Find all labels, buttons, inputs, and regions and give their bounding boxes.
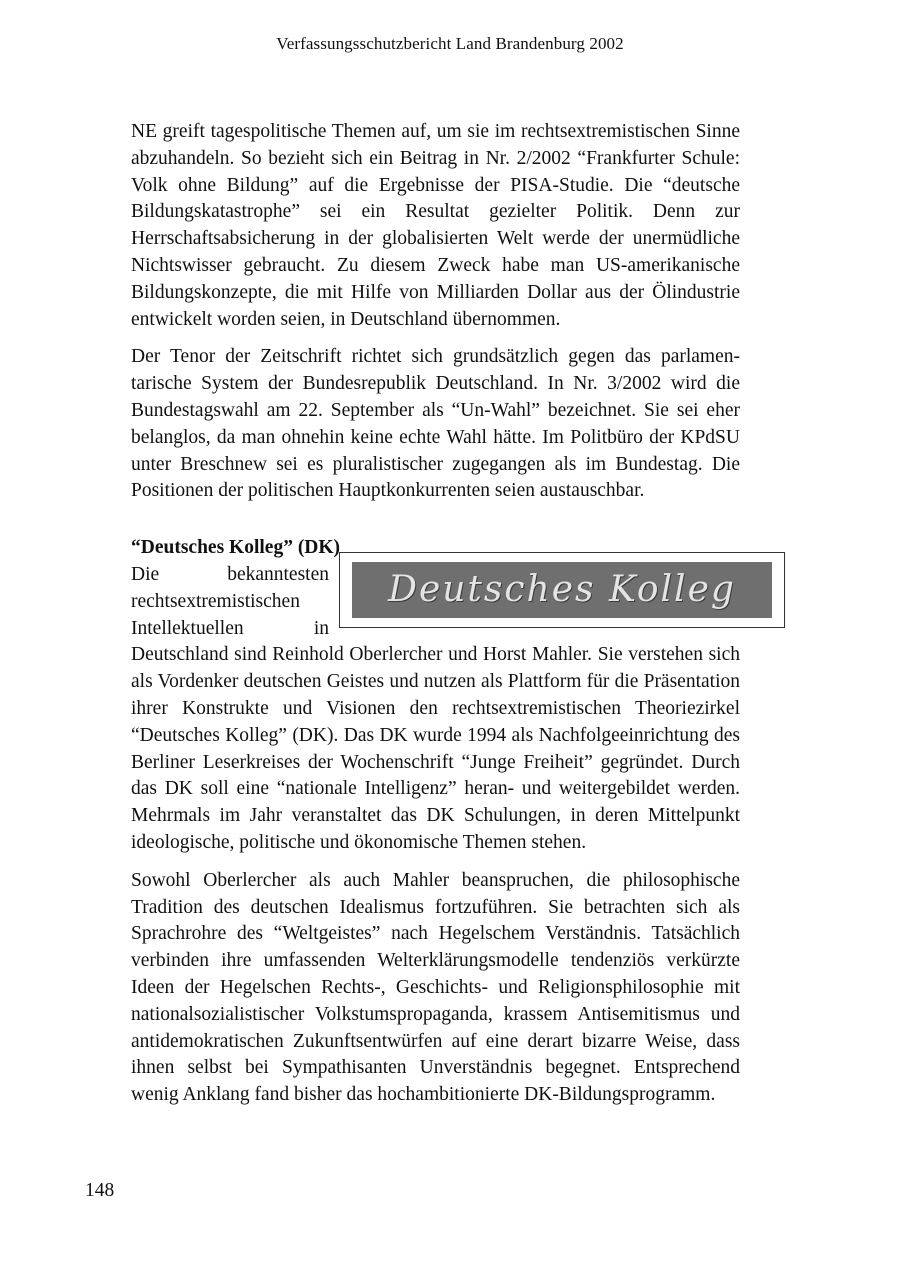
paragraph-ne-themes: NE greift tagespolitische Themen auf, um sie im rechtsextremistischen Sinne abzuhandeln. So bezieht sich ein Beitrag in Nr. 2/2002 “Frankfurter Schule: Volk ohne Bildung” auf die Ergebnisse der PISA-Studie. Die “deutsche Bildungskatastrophe” sei ein Resultat gezielter Politik. Denn zur Herrschaftsabsicherung in der globalisierten Welt werde der unermüdliche Nichtswisser gebraucht. Zu diesem Zweck habe man US-amerikanische Bildungskonzepte, die mit Hilfe von Milliarden Dollar aus der Ölindustrie entwickelt worden seien, in Deutschland übernommen. — [131, 121, 740, 330]
paragraph-dk-intro — [131, 562, 740, 857]
page-number: 148 — [85, 1180, 115, 1201]
deutsches-kolleg-logo: Deutsches Kolleg — [352, 562, 772, 618]
paragraph-tenor: Der Tenor der Zeitschrift richtet sich grundsätzlich gegen das parlamentarische System der Bundesrepublik Deutschland. In Nr. 3/2002 wird die Bundestagswahl am 22. September als “Un-Wahl” bezeichnet. Sie sei eher belanglos, da man ohnehin keine echte Wahl hätte. Im Politbüro der KPdSU unter Breschnew sei es pluralistischer zugegangen als im Bundestag. Die Positionen der politischen Hauptkonkurrenten seien austauschbar. — [131, 346, 740, 502]
section-heading-deutsches-kolleg: “Deutsches Kolleg” (DK) — [131, 537, 341, 559]
paragraph-dk-intro-text: Die bekanntesten rechtsextremistischen Intellektuellen in Deutschland sind Reinhold Oberlercher und Horst Mahler. Sie verstehen sich als Vordenker deutschen Geistes und nutzen als Plattform für die Präsentation ihrer Konstrukte und Visionen den rechtsextremistischen Theoriezirkel “Deutsches Kolleg” (DK). Das DK wurde 1994 als Nachfolgeeinrichtung des Berliner Leserkreises der Wochenschrift “Junge Freiheit” gegründet. Durch das DK soll eine “nationale Intelligenz” heran- und weitergebildet werden. Mehrmals im Jahr veranstaltet das DK Schulungen, in deren Mittelpunkt ideologische, politische und ökonomische Themen stehen. — [131, 563, 740, 853]
deutsches-kolleg-logo-frame — [339, 552, 785, 628]
running-header: Verfassungsschutzbericht Land Brandenburg 2002 — [276, 34, 624, 53]
page-body — [131, 119, 740, 1120]
paragraph-hegel: Sowohl Oberlercher als auch Mahler beanspruchen, die philosophische Tradition des deutschen Idealismus fortzuführen. Sie betrachten sich als Sprachrohre des “Weltgeistes” nach Hegelschem Verständnis. Tatsächlich verbinden ihre umfassenden Welterklärungsmodelle tendenziös verkürzte Ideen der Hegelschen Rechts-, Geschichts- und Religionsphilosophie mit nationalsozialistischer Volkstumspropaganda, krassem Antisemitismus und antidemokratischen Zukunftsentwürfen auf eine derart bizarre Weise, dass ihnen selbst bei Sympathisanten Unverständnis begegnet. Entsprechend wenig Anklang fand bisher das hochambitionierte DK-Bildungsprogramm. — [131, 869, 740, 1106]
